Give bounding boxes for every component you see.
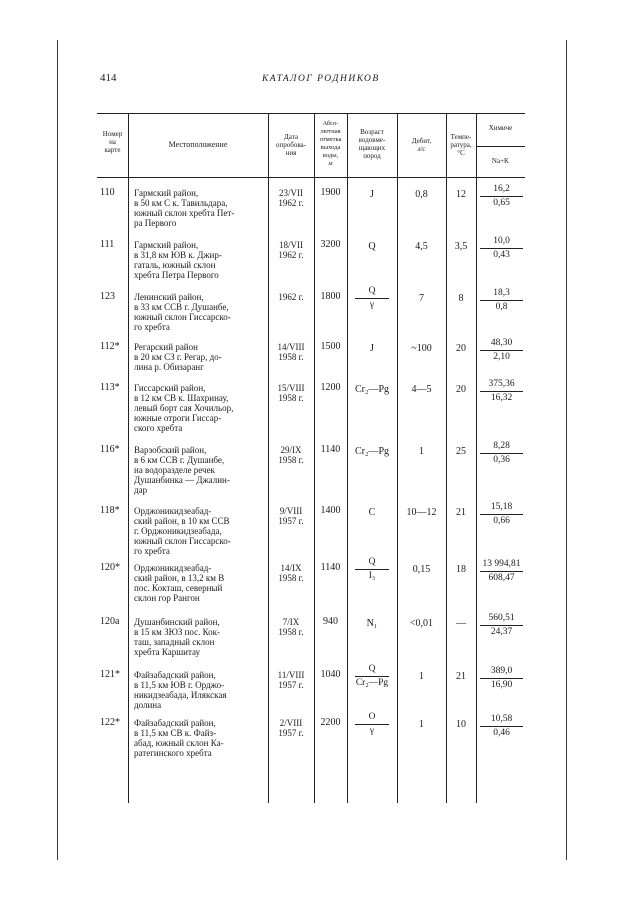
row-flow: ~100 [411, 343, 432, 354]
date-line: 1958 г. [278, 352, 304, 362]
row-age-fraction [355, 664, 389, 689]
header-age: Возраст водовме- щающих пород [358, 128, 386, 160]
date-line: 18/VII [279, 240, 303, 250]
row-chem-fraction-denominator: 0,65 [493, 198, 510, 208]
date-line: 14/IX [280, 563, 302, 573]
row-chem-fraction [480, 502, 523, 527]
row-location [134, 670, 262, 710]
row-chem-fraction [480, 288, 523, 313]
row-age-fraction-denominator: γ [369, 726, 375, 736]
row-chem-fraction-numerator: 16,2 [480, 184, 523, 197]
date-line: 23/VII [279, 188, 303, 198]
row-chem-fraction-numerator: 8,28 [480, 441, 523, 454]
header-number: Номер на карте [102, 130, 123, 154]
date-line: 29/IX [280, 445, 302, 455]
col-line-1 [128, 113, 129, 803]
date-line: 1962 г. [278, 292, 304, 302]
row-chem-fraction-denominator: 0,43 [493, 250, 510, 260]
row-number: 111 [100, 239, 115, 250]
date-line: 1957 г. [278, 680, 304, 690]
date-line: 1958 г. [278, 455, 304, 465]
location-line: долина [134, 700, 162, 710]
header-temp: Темпе- ратура, °С [450, 133, 472, 157]
col-line-5 [397, 113, 398, 803]
table-top-rule [97, 113, 525, 114]
row-elevation: 1140 [320, 444, 341, 455]
row-chem-fraction-numerator: 375,36 [480, 379, 523, 392]
location-line: Орджоникидзеабад- [134, 563, 212, 573]
location-line: ский район, в 10 км ССВ [134, 516, 230, 526]
row-elevation: 2200 [320, 717, 341, 728]
row-flow: 10—12 [406, 507, 437, 518]
row-flow: 4,5 [415, 241, 428, 252]
row-flow: 1 [419, 671, 424, 682]
row-location [134, 617, 262, 657]
row-chem-fraction [480, 666, 523, 691]
row-chem-fraction-denominator: 24,37 [490, 627, 513, 637]
row-number: 122* [100, 717, 120, 728]
row-age-fraction-denominator: I₃ [368, 571, 376, 581]
row-location [134, 342, 262, 372]
date-line: 1958 г. [278, 627, 304, 637]
location-line: абад, южный склон Ка- [134, 738, 224, 748]
location-line: ский район, в 13,2 км В [134, 573, 225, 583]
header-flow: Дебит, л/с [411, 137, 432, 153]
row-chem-fraction [480, 236, 523, 261]
location-line: Гармский район, [134, 240, 199, 250]
row-chem-fraction-numerator: 18,3 [480, 288, 523, 301]
location-line: дар [134, 485, 148, 495]
row-chem-fraction [480, 559, 523, 584]
row-elevation: 1200 [320, 382, 341, 393]
header-bottom-rule [97, 177, 525, 178]
date-line: 11/VIII [277, 670, 305, 680]
row-temp: 10 [456, 719, 466, 730]
row-location [134, 292, 262, 332]
row-age-fraction-denominator: γ [369, 300, 375, 310]
row-age-fraction [355, 286, 389, 311]
row-date [268, 342, 314, 362]
row-elevation: 1500 [320, 341, 341, 352]
date-line: 14/VIII [277, 342, 305, 352]
row-temp: 21 [456, 507, 466, 518]
date-line: 1957 г. [278, 516, 304, 526]
row-number: 123 [100, 291, 115, 302]
location-line: в 11,5 км СВ к. Файз- [134, 728, 217, 738]
location-line: южный склон Гиссарско- [134, 312, 231, 322]
location-line: Душанбинский район, [134, 617, 220, 627]
row-chem-fraction-numerator: 560,51 [480, 613, 523, 626]
location-line: Гиссарский район, [134, 383, 206, 393]
date-line: 1958 г. [278, 393, 304, 403]
row-age-fraction-denominator: Cr₂—Pg [355, 678, 389, 688]
location-line: южный склон Гиссарско- [134, 536, 231, 546]
date-line: 1958 г. [278, 573, 304, 583]
row-number: 120а [100, 616, 120, 627]
location-line: в 11,5 км ЮВ г. Орджо- [134, 680, 225, 690]
row-age: N₁ [366, 618, 378, 629]
row-age-fraction-numerator: Q [355, 557, 389, 570]
row-age: Q [368, 241, 376, 252]
row-chem-fraction-denominator: 2,10 [493, 352, 510, 362]
right-border [566, 40, 567, 860]
location-line: южный склон хребта Пет- [134, 208, 235, 218]
location-line: пос. Кокташ, северный [134, 583, 223, 593]
left-border [57, 40, 58, 860]
col-line-4 [347, 113, 348, 803]
col-line-6 [446, 113, 447, 803]
location-line: в 15 км ЗЮЗ пос. Кок- [134, 627, 221, 637]
date-line: 1957 г. [278, 728, 304, 738]
location-line: южные отроги Гиссар- [134, 413, 222, 423]
location-line: Регарский район [134, 342, 198, 352]
row-flow: 1 [419, 719, 424, 730]
row-chem-fraction-numerator: 10,58 [480, 714, 523, 727]
location-line: го хребта [134, 322, 170, 332]
row-chem-fraction-denominator: 16,90 [490, 680, 513, 690]
location-line: в 33 км ССВ г. Душанбе, [134, 302, 229, 312]
row-flow: <0,01 [409, 618, 434, 629]
row-age-fraction-numerator: Q [355, 286, 389, 299]
row-chem-fraction-denominator: 0,46 [493, 728, 510, 738]
location-line: лина р. Обизаранг [134, 362, 204, 372]
row-flow: 0,15 [412, 564, 431, 575]
row-temp: 25 [456, 446, 466, 457]
location-line: Душанбинка — Джалин- [134, 475, 230, 485]
row-flow: 1 [419, 446, 424, 457]
row-number: 121* [100, 669, 120, 680]
row-flow: 0,8 [415, 189, 428, 200]
row-location [134, 240, 262, 280]
row-chem-fraction [480, 441, 523, 466]
location-line: в 31,8 км ЮВ к. Джир- [134, 250, 222, 260]
header-location: Местоположение [168, 140, 228, 149]
location-line: ра Первого [134, 218, 177, 228]
row-flow: 7 [419, 293, 424, 304]
location-line: хребта Петра Первого [134, 270, 219, 280]
header-elevation: Абсо- лютная отметка выхода воды, м [319, 120, 342, 167]
row-temp: 21 [456, 671, 466, 682]
row-temp: 3,5 [454, 241, 468, 252]
location-line: таш, западный склон [134, 637, 215, 647]
row-age-fraction [355, 557, 389, 582]
location-line: Файзабадский район, [134, 670, 216, 680]
row-elevation: 1140 [320, 562, 341, 573]
row-chem-fraction-denominator: 0,36 [493, 455, 510, 465]
location-line: в 12 км СВ к. Шахринау, [134, 393, 229, 403]
row-date [268, 617, 314, 637]
row-chem-fraction [480, 613, 523, 638]
row-chem-fraction-numerator: 48,30 [480, 338, 523, 351]
location-line: в 6 км ССВ г. Душанбе, [134, 455, 225, 465]
row-date [268, 292, 314, 302]
header-chem-sub: Na+K [491, 157, 510, 165]
location-line: на водоразделе речек [134, 465, 215, 475]
row-flow: 4—5 [411, 384, 432, 395]
header-date: Дата опробова- ния [276, 133, 306, 157]
row-location [134, 506, 262, 556]
date-line: 1962 г. [278, 250, 304, 260]
location-line: г. Орджоникидзеабада, [134, 526, 222, 536]
row-chem-fraction [480, 184, 523, 209]
col-line-3 [314, 113, 315, 803]
row-date [268, 563, 314, 583]
row-temp: 8 [458, 293, 464, 304]
location-line: никидзеабада, Илякская [134, 690, 227, 700]
row-age-fraction-numerator: O [355, 712, 389, 725]
row-location [134, 188, 262, 228]
row-elevation: 940 [323, 616, 338, 627]
chem-subheader-rule [476, 146, 525, 147]
row-location [134, 383, 262, 433]
row-temp: 20 [456, 343, 466, 354]
date-line: 15/VIII [277, 383, 305, 393]
location-line: ратегинского хребта [134, 748, 212, 758]
row-temp: 18 [456, 564, 466, 575]
row-chem-fraction-numerator: 10,0 [480, 236, 523, 249]
row-age-fraction [355, 712, 389, 737]
row-date [268, 670, 314, 690]
row-chem-fraction-denominator: 16,32 [490, 393, 513, 403]
location-line: Гармский район, [134, 188, 199, 198]
running-head: КАТАЛОГ РОДНИКОВ [262, 74, 380, 84]
row-temp: 12 [456, 189, 466, 200]
row-temp: 20 [456, 384, 466, 395]
row-chem-fraction-denominator: 608,47 [488, 573, 515, 583]
row-age: Cr₂—Pg [354, 446, 390, 457]
location-line: в 20 км СЗ г. Регар, до- [134, 352, 222, 362]
row-chem-fraction-numerator: 389,0 [480, 666, 523, 679]
row-date [268, 718, 314, 738]
location-line: ского хребта [134, 423, 183, 433]
col-line-7 [476, 113, 477, 803]
row-number: 116* [100, 444, 120, 455]
row-location [134, 445, 262, 495]
location-line: левый борт сая Хочильор, [134, 403, 234, 413]
row-elevation: 1900 [320, 187, 341, 198]
row-age: Cr₂—Pg [354, 384, 390, 395]
row-number: 110 [100, 187, 115, 198]
date-line: 2/VIII [279, 718, 303, 728]
location-line: Варзобский район, [134, 445, 207, 455]
row-chem-fraction-denominator: 0,8 [495, 302, 508, 312]
row-number: 112* [100, 341, 120, 352]
date-line: 9/VIII [279, 506, 303, 516]
page-number: 414 [100, 72, 117, 84]
row-date [268, 506, 314, 526]
row-date [268, 445, 314, 465]
row-chem-fraction [480, 379, 523, 404]
row-date [268, 240, 314, 260]
row-chem-fraction-numerator: 15,18 [480, 502, 523, 515]
row-age: C [368, 507, 376, 518]
row-number: 120* [100, 562, 120, 573]
row-age-fraction-numerator: Q [355, 664, 389, 677]
location-line: в 50 км С к. Тавильдара, [134, 198, 228, 208]
row-date [268, 188, 314, 208]
location-line: Орджоникидзеабад- [134, 506, 212, 516]
date-line: 7/IX [282, 617, 300, 627]
row-number: 118* [100, 505, 120, 516]
row-chem-fraction-numerator: 13 994,81 [480, 559, 523, 572]
row-age: J [370, 343, 374, 354]
location-line: го хребта [134, 546, 170, 556]
row-elevation: 1400 [320, 505, 341, 516]
location-line: Ленинский район, [134, 292, 204, 302]
row-age: J [370, 189, 374, 200]
location-line: гаталь, южный склон [134, 260, 216, 270]
row-location [134, 563, 262, 603]
location-line: склон гор Рангон [134, 593, 200, 603]
row-number: 113* [100, 382, 120, 393]
location-line: Файзабадский район, [134, 718, 216, 728]
date-line: 1962 г. [278, 198, 304, 208]
row-temp: — [456, 618, 466, 629]
header-chemistry: Химиче [488, 124, 513, 132]
row-location [134, 718, 262, 758]
row-chem-fraction [480, 714, 523, 739]
row-elevation: 3200 [320, 239, 341, 250]
row-elevation: 1800 [320, 291, 341, 302]
location-line: хребта Каршитау [134, 647, 201, 657]
row-date [268, 383, 314, 403]
row-chem-fraction [480, 338, 523, 363]
row-chem-fraction-denominator: 0,66 [493, 516, 510, 526]
row-elevation: 1040 [320, 669, 341, 680]
